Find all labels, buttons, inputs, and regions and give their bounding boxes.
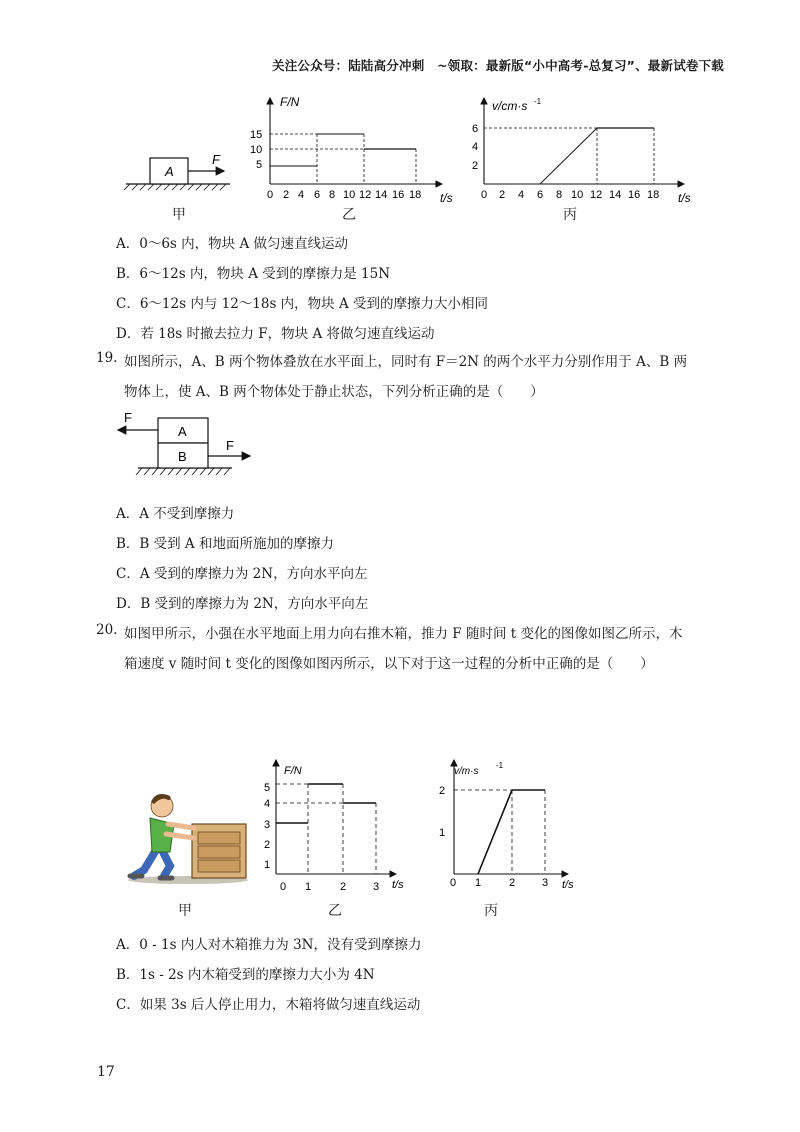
v-xtick: 0 [450,877,457,889]
v-axis-label: v/m·s [454,766,479,777]
f-ytick: 5 [264,782,271,794]
q18-block-diagram [118,140,238,190]
q20-velocity-time-chart [440,756,590,896]
f-xtick: 6 [314,189,321,201]
page-number: 17 [97,1064,115,1080]
f-xtick: 4 [298,189,305,201]
f-xtick: 3 [373,881,380,893]
q19-option-a: A．A 不受到摩擦力 [116,506,235,522]
f-ytick: 4 [264,798,271,810]
v-axis-label: v/cm·s [492,99,528,113]
q18-caption-jia: 甲 [172,207,186,223]
v-xtick: 2 [499,189,506,201]
q18-option-a: A．0～6s 内，物块 A 做匀速直线运动 [116,236,348,252]
q20-boy-pushing-box-illustration [126,788,252,888]
f-time-label: t/s [392,879,404,891]
q20-force-time-chart [262,756,422,896]
v-xtick: 1 [475,877,482,889]
q18-caption-bing: 丙 [563,207,577,223]
force-left-label: F [124,410,132,425]
v-xtick: 10 [571,189,584,201]
force-f-label: F [212,152,220,167]
q20-number: 20. [96,622,118,638]
q18-caption-yi: 乙 [342,207,356,223]
v-xtick: 2 [509,877,516,889]
f-time-label: t/s [440,191,453,205]
v-xtick: 3 [542,877,549,889]
v-xtick: 18 [647,189,660,201]
q19-number: 19. [96,350,118,366]
f-ytick: 5 [256,159,263,171]
f-axis-label: F/N [284,765,302,777]
v-ytick: 4 [472,141,479,153]
q20-caption-jia: 甲 [178,903,192,919]
q18-option-c: C．6～12s 内与 12～18s 内，物块 A 受到的摩擦力大小相同 [116,296,489,312]
v-ytick: 2 [472,160,479,172]
f-xtick: 2 [340,881,347,893]
block-a-label: A [165,164,174,179]
q18-option-d: D．若 18s 时撤去拉力 F，物块 A 将做匀速直线运动 [116,326,435,342]
v-xtick: 6 [537,189,544,201]
f-xtick: 0 [267,189,274,201]
v-xtick: 0 [481,189,488,201]
block-b-label: B [178,449,187,464]
q20-option-a: A．0 - 1s 内人对木箱推力为 3N，没有受到摩擦力 [116,937,422,953]
q19-stem-line2: 物体上，使 A、B 两个物体处于静止状态，下列分析正确的是（ ） [124,384,544,400]
v-ytick: 6 [472,123,479,135]
v-axis-exp: -1 [496,761,504,770]
block-a-label: A [178,424,187,439]
f-xtick: 10 [343,189,356,201]
f-ytick: 2 [264,839,271,851]
f-xtick: 2 [283,189,290,201]
v-xtick: 12 [590,189,603,201]
q20-stem-line1: 如图甲所示，小强在水平地面上用力向右推木箱，推力 F 随时间 t 变化的图像如图乙所示，木 [124,626,683,642]
q18-option-b: B．6～12s 内，物块 A 受到的摩擦力是 15N [116,266,391,282]
f-xtick: 18 [409,189,422,201]
q20-caption-yi: 乙 [328,903,342,919]
f-xtick: 8 [329,189,336,201]
v-axis-exp: -1 [534,97,542,106]
f-xtick: 0 [280,881,287,893]
f-ytick: 15 [250,129,263,141]
f-ytick: 3 [264,819,271,831]
q19-option-d: D．B 受到的摩擦力为 2N，方向水平向左 [116,596,369,612]
f-ytick: 10 [250,144,263,156]
q20-option-c: C．如果 3s 后人停止用力，木箱将做匀速直线运动 [116,997,421,1013]
v-ytick: 2 [439,785,446,797]
f-xtick: 12 [359,189,372,201]
q20-option-b: B．1s - 2s 内木箱受到的摩擦力大小为 4N [116,967,375,983]
v-xtick: 14 [609,189,622,201]
f-xtick: 14 [375,189,388,201]
v-time-label: t/s [562,879,574,891]
f-xtick: 1 [305,881,312,893]
f-ytick: 1 [264,859,271,871]
force-right-label: F [226,438,234,453]
q18-velocity-time-chart [462,94,698,210]
q18-force-time-chart [250,94,464,210]
q19-option-c: C．A 受到的摩擦力为 2N，方向水平向左 [116,566,368,582]
f-axis-label: F/N [280,95,300,109]
q19-stacked-blocks-diagram [112,408,262,478]
v-xtick: 16 [628,189,641,201]
v-xtick: 4 [518,189,525,201]
v-ytick: 1 [439,827,446,839]
q19-option-b: B．B 受到 A 和地面所施加的摩擦力 [116,536,334,552]
v-xtick: 8 [556,189,563,201]
v-time-label: t/s [678,191,691,205]
q20-stem-line2: 箱速度 v 随时间 t 变化的图像如图丙所示，以下对于这一过程的分析中正确的是（ ） [124,656,654,672]
page-header: 关注公众号：陆陆高分冲刺 ~领取：最新版“小中高考-总复习”、最新试卷下载 [272,58,724,73]
q19-stem-line1: 如图所示，A、B 两个物体叠放在水平面上，同时有 F＝2N 的两个水平力分别作用于 A、B 两 [124,354,688,370]
f-xtick: 16 [392,189,405,201]
q20-caption-bing: 丙 [484,903,498,919]
